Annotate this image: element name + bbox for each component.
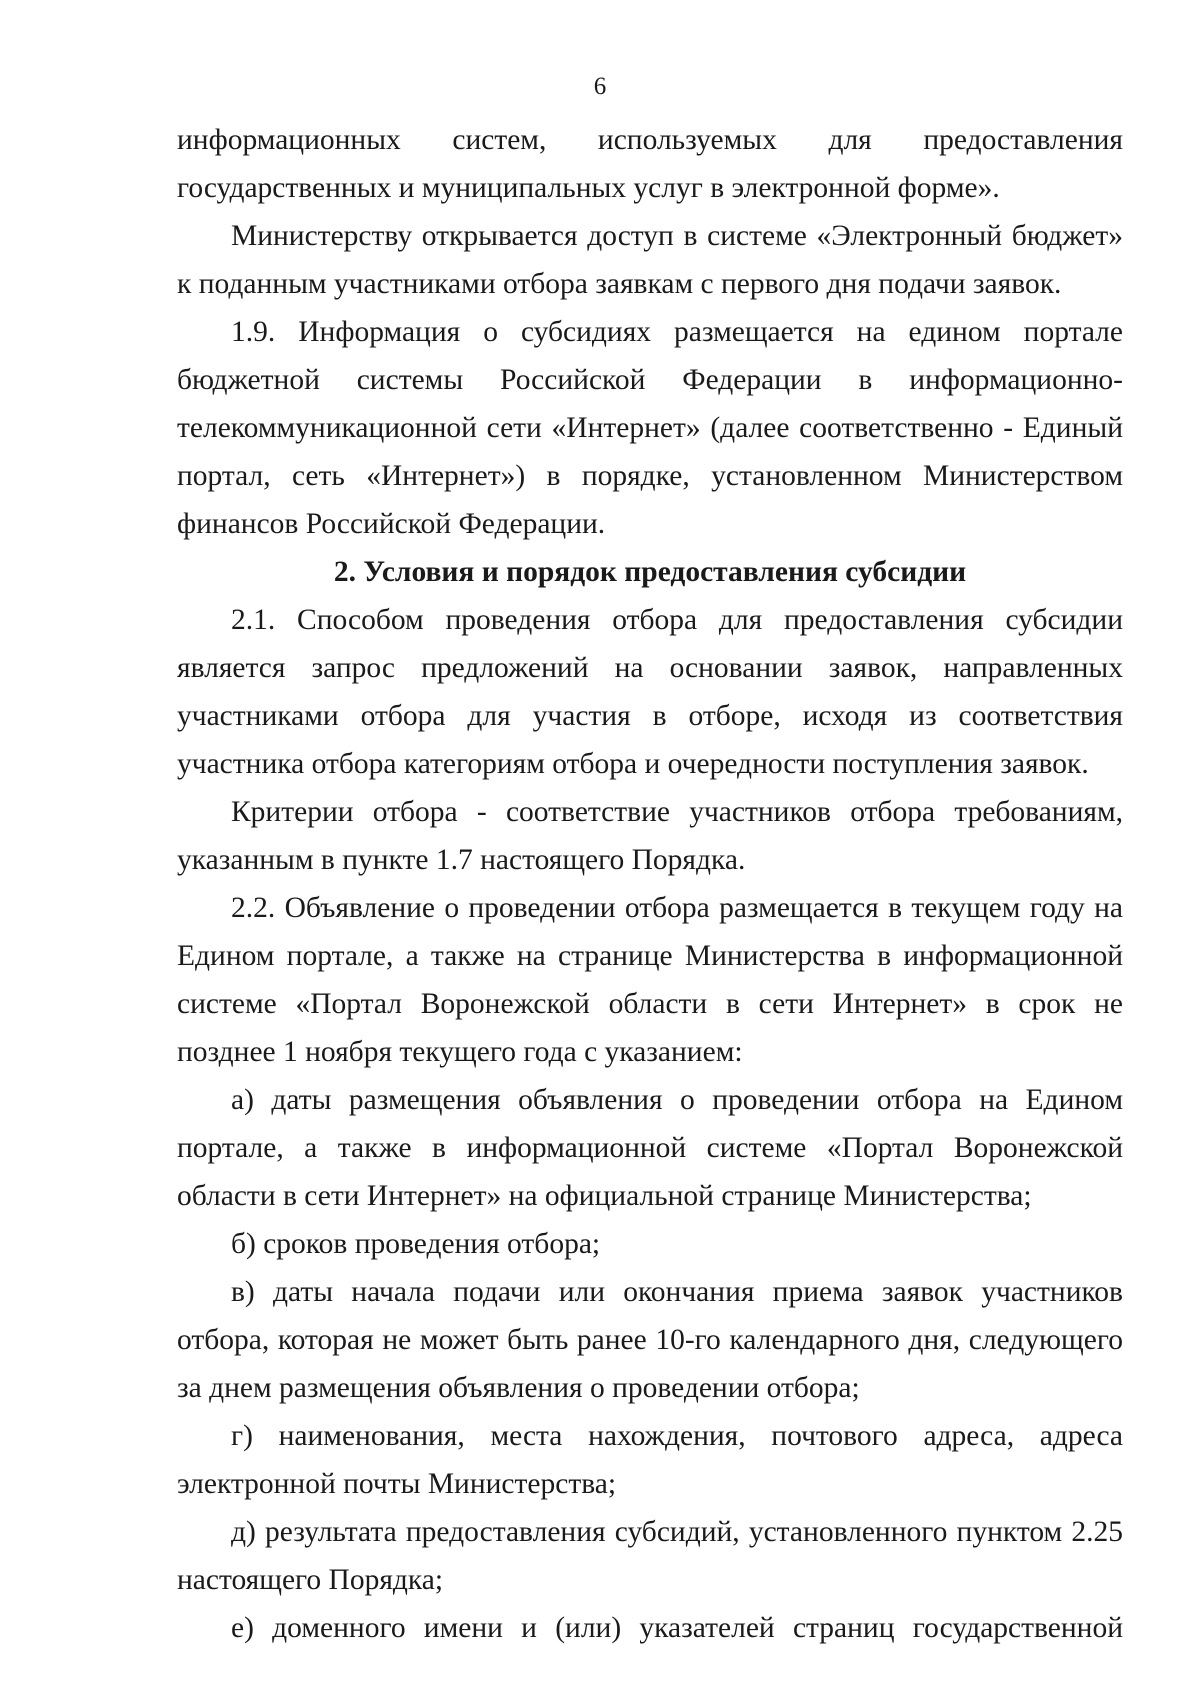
paragraph-1-9: 1.9. Информация о субсидиях размещается на едином портале бюджетной системы Российской Федерации в информационно-телекоммуникационной сети «Интернет» (далее соответственно - Единый портал, сеть «Интернет») в порядке, установленном Министерством финансов Российской Федерации. — [177, 316, 1123, 540]
paragraph-ministry-access: Министерству открывается доступ в системе «Электронный бюджет» к поданным участниками отбора заявкам с первого дня подачи заявок. — [177, 220, 1123, 300]
document-body — [177, 116, 1123, 1652]
list-item-g: г) наименования, места нахождения, почтового адреса, адреса электронной почты Министерства; — [177, 1420, 1123, 1500]
paragraph-criteria: Критерии отбора - соответствие участников отбора требованиям, указанным в пункте 1.7 настоящего Порядка. — [177, 796, 1123, 876]
paragraph-2-2: 2.2. Объявление о проведении отбора размещается в текущем году на Едином портале, а также на странице Министерства в информационной системе «Портал Воронежской области в сети Интернет» в срок не позднее 1 ноября текущего года с указанием: — [177, 892, 1123, 1068]
paragraph-continuation: информационных систем, используемых для предоставления государственных и муниципальных услуг в электронной форме». — [177, 124, 1123, 204]
paragraph-2-1: 2.1. Способом проведения отбора для предоставления субсидии является запрос предложений на основании заявок, направленных участниками отбора для участия в отборе, исходя из соответствия участника отбора категориям отбора и очередности поступления заявок. — [177, 604, 1123, 780]
list-item-v: в) даты начала подачи или окончания приема заявок участников отбора, которая не может быть ранее 10-го календарного дня, следующего за днем размещения объявления о проведении отбора; — [177, 1276, 1123, 1404]
section-heading: 2. Условия и порядок предоставления субсидии — [333, 556, 967, 588]
list-item-b: б) сроков проведения отбора; — [231, 1228, 601, 1260]
list-item-d: д) результата предоставления субсидий, установленного пунктом 2.25 настоящего Порядка; — [177, 1516, 1123, 1596]
list-item-e: е) доменного имени и (или) указателей страниц государственной — [231, 1612, 1123, 1644]
list-item-a: а) даты размещения объявления о проведении отбора на Едином портале, а также в информационной системе «Портал Воронежской области в сети Интернет» на официальной странице Министерства; — [177, 1084, 1123, 1212]
page-number: 6 — [593, 73, 607, 100]
